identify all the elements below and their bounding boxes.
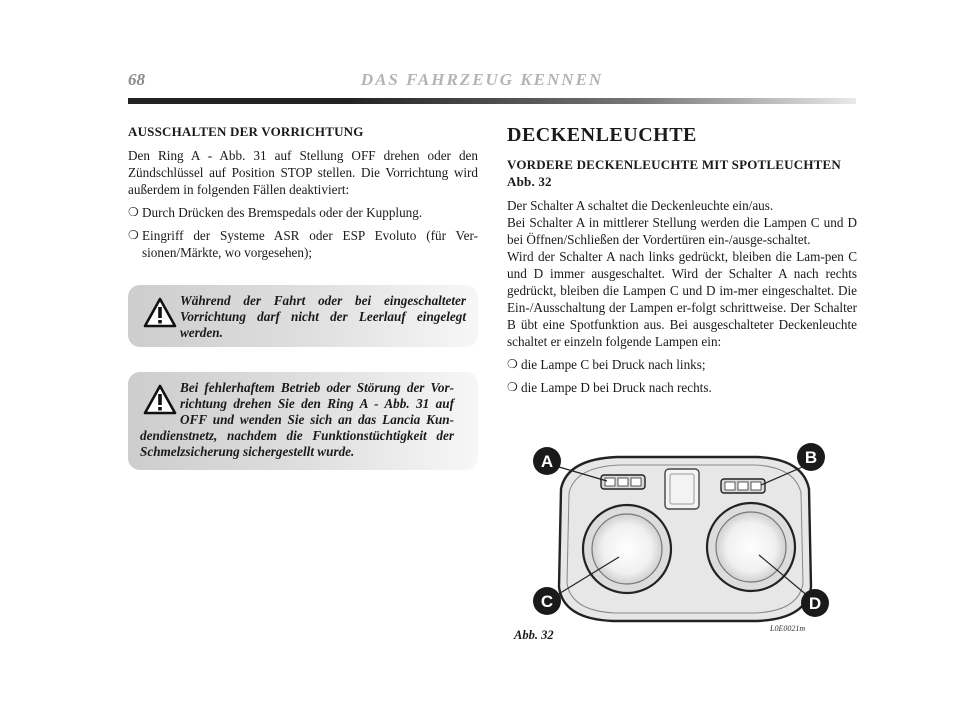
list-item-text: die Lampe D bei Druck nach rechts.	[521, 380, 712, 395]
list-item-text: die Lampe C bei Druck nach links;	[521, 357, 706, 372]
svg-text:C: C	[540, 592, 554, 611]
section-title: DAS FAHRZEUG KENNEN	[360, 70, 604, 89]
label-d	[801, 589, 829, 617]
header-rule	[128, 98, 856, 104]
figure-code: L0E0021m	[770, 624, 806, 633]
bullet-mark: ❍	[507, 380, 518, 394]
svg-text:D: D	[808, 594, 822, 613]
label-a	[533, 447, 561, 475]
label-c	[533, 587, 561, 615]
right-paragraph: Wird der Schalter A nach links gedrückt, bleiben die Lam-pen C und D immer ausgeschaltet. Wird der Schalter A nach rechts gedrückt, bleiben die Lampen C und D im-mer eingeschaltet. Die Ein-/Ausschaltung der Lampen er-folgt schrittweise. Der Schalter B übt eine Spotfunktion aus. Bei ausgeschalteter Deckenleuchte schaltet er einzeln folgende Lampen ein:	[507, 249, 857, 349]
right-column	[507, 120, 857, 396]
right-paragraph: Bei Schalter A in mittlerer Stellung werden die Lampen C und D bei Öffnen/Schließen der Vordertüren ein-/ausge-schaltet.	[507, 215, 857, 247]
page-number: 68	[128, 70, 145, 89]
left-subheading: AUSSCHALTEN DER VORRICHTUNG	[128, 124, 364, 139]
figure-caption: Abb. 32	[514, 628, 554, 642]
right-paragraph: Der Schalter A schaltet die Deckenleuchte ein/aus.	[507, 198, 774, 213]
list-item-text: Durch Drücken des Bremspedals oder der Kupplung.	[142, 205, 423, 220]
list-item	[128, 227, 478, 261]
right-subheading: VORDERE DECKENLEUCHTE MIT SPOTLEUCHTEN Abb. 32	[507, 157, 841, 189]
list-item	[128, 204, 478, 221]
svg-text:A: A	[540, 452, 554, 471]
section-heading: DECKENLEUCHTE	[507, 124, 697, 146]
left-paragraph: Den Ring A - Abb. 31 auf Stellung OFF drehen oder den Zündschlüssel auf Position STOP stellen. Die Vorrichtung wird außerdem in folgenden Fällen deaktiviert:	[128, 148, 478, 197]
list-item-text: Eingriff der Systeme ASR oder ESP Evoluto (für Ver-sionen/Märkte, wo vorgesehen);	[142, 228, 478, 260]
lamp-c-lens	[592, 514, 662, 584]
warning-text: Bei fehlerhaftem Betrieb oder Störung der Vor-richtung drehen Sie den Ring A - Abb. 31 auf OFF und wenden Sie sich an das Lancia Kun-dendienstnetz, nachdem die Funktionstüchtigkeit der Schmelzsicherung sichergestellt wurde.	[140, 380, 454, 459]
svg-text:B: B	[804, 448, 818, 467]
warning-text: Während der Fahrt oder bei eingeschalteter Vorrichtung darf nicht der Leerlauf eingelegt werden.	[180, 293, 466, 340]
list-item	[507, 379, 857, 396]
warning-box	[128, 285, 478, 347]
left-column	[128, 120, 478, 261]
bullet-mark: ❍	[128, 205, 139, 219]
ceiling-light-figure	[507, 437, 859, 630]
bullet-mark: ❍	[507, 357, 518, 371]
warning-text-block	[128, 380, 466, 460]
bullet-mark: ❍	[128, 228, 139, 242]
warning-triangle-icon	[143, 297, 177, 329]
list-item	[507, 356, 857, 373]
warning-box	[128, 372, 478, 470]
lamp-d-lens	[716, 512, 786, 582]
label-b	[797, 443, 825, 471]
